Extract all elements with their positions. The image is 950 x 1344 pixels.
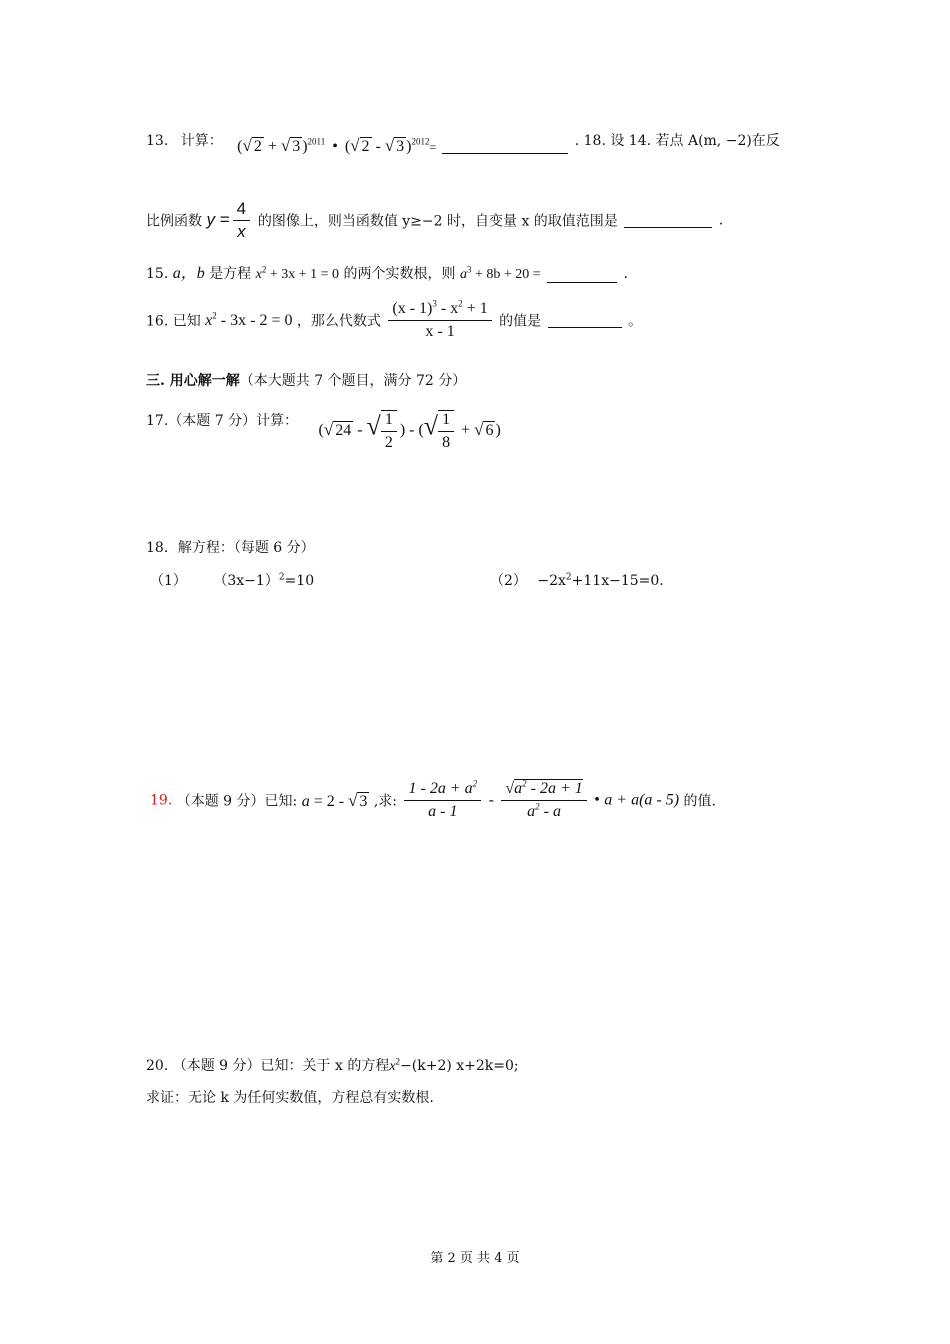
- question-20-line-1: 20. （本题 9 分）已知：关于 x 的方程$x^2-(k+2)$ x+2k=0;: [146, 1056, 519, 1074]
- q19-label: （本题 9 分）已知:: [176, 793, 298, 810]
- question-14: 比例函数 y = $\frac{4}{x}$ 的图像上，则当函数值 y≥−2 时，自变量 x 的取值范围是 .: [146, 199, 724, 241]
- q16-fraction: $\frac{(x - 1)^3 - x^2 + 1}{x - 1}$: [388, 300, 491, 341]
- q14-answer-blank[interactable]: [624, 213, 712, 228]
- q15-ab: a，b: [172, 265, 205, 282]
- q19-ask: ,求:: [373, 793, 398, 810]
- q14-pre: 比例函数: [146, 213, 202, 230]
- question-18-label: 18．解方程：（每题 6 分）: [146, 540, 315, 556]
- q14-function: y = $\frac{4}{x}$: [206, 210, 257, 229]
- page-footer: 第 2 页 共 4 页: [430, 1251, 520, 1266]
- q15-expression: $a^3 + 8b + 20$ =: [459, 264, 541, 282]
- q15-t1: 是方程: [209, 266, 252, 282]
- section-3-title: 三. 用心解一解: [146, 373, 240, 389]
- q19-end: 的值.: [683, 793, 716, 810]
- q17-expression: (√ 24 - √ $\frac{1}{2}$ ) - (√ $\frac{1}{8}$ + √ 6 ): [318, 411, 501, 451]
- q14-post: 的图像上，则当函数值 y≥−2 时，自变量 x 的取值范围是: [257, 213, 618, 230]
- question-17: [146, 410, 501, 452]
- question-13: [146, 130, 780, 155]
- q19-number: 19.: [150, 792, 173, 809]
- q13-verb: 计算：: [180, 133, 223, 149]
- q15-t2: 的两个实数根，则: [343, 266, 456, 282]
- q15-label: 15.: [146, 266, 169, 282]
- question-18-part-1: （1） $(3x-1)^2=10$: [150, 572, 315, 589]
- question-15: 15. a，b 是方程 $x^2 + 3x + 1 = 0$ 的两个实数根，则 $a^3 + 8b + 20$ = .: [146, 264, 628, 282]
- question-16: 16. 已知 $x^2 - 3x - 2 = 0$ ，那么代数式 $\frac{(x - 1)^3 - x^2 + 1}{x - 1}$ 的值是 。: [146, 298, 643, 340]
- section-3-note: （本大题共 7 个题目，满分 72 分）: [239, 373, 467, 389]
- question-20-line-2: 求证：无论 k 为任何实数值，方程总有实数根.: [146, 1090, 434, 1106]
- q16-t2: 的值是: [499, 313, 542, 330]
- q17-label: 17.（本题 7 分）计算：: [146, 413, 299, 429]
- q19-tail: a + a(a - 5): [604, 791, 680, 809]
- q15-equation: $x^2 + 3x + 1 = 0$: [255, 264, 340, 282]
- q15-answer-blank[interactable]: [547, 268, 617, 283]
- q13-answer-blank[interactable]: [442, 153, 568, 154]
- q16-t1: ，那么代数式: [296, 313, 381, 330]
- q16-equation: $x^2 - 3x - 2 = 0$: [205, 310, 293, 329]
- q19-given: a = 2 - √ 3: [301, 790, 368, 810]
- question-19: 19. （本题 9 分）已知: a = 2 - √ 3 ,求: $\frac{1 - 2a + a^2}{a - 1}$ - $\frac{√a^2 - 2a + 1}{a^2 - a}$ • a + a(a - 5) 的值.: [150, 778, 716, 820]
- q16-answer-blank[interactable]: [548, 313, 622, 328]
- section-3-heading: [146, 370, 466, 390]
- q19-fraction-2: $\frac{√a^2 - 2a + 1}{a^2 - a}$: [501, 780, 586, 821]
- q16-label: 16. 已知: [146, 313, 201, 330]
- q19-fraction-1: $\frac{1 - 2a + a^2}{a - 1}$: [404, 780, 481, 821]
- q13-label: 13.: [146, 133, 169, 149]
- q13-tail: . 18. 设 14. 若点 A(m, −2)在反: [574, 133, 780, 149]
- question-18-part-2: $(2) -2x^2+11x-15=0$.: [490, 572, 664, 589]
- q13-expression: (√ 2 + √ 3 )$^{2011}$ • (√ 2 - √ 3 )$^{2012}$=: [237, 136, 437, 155]
